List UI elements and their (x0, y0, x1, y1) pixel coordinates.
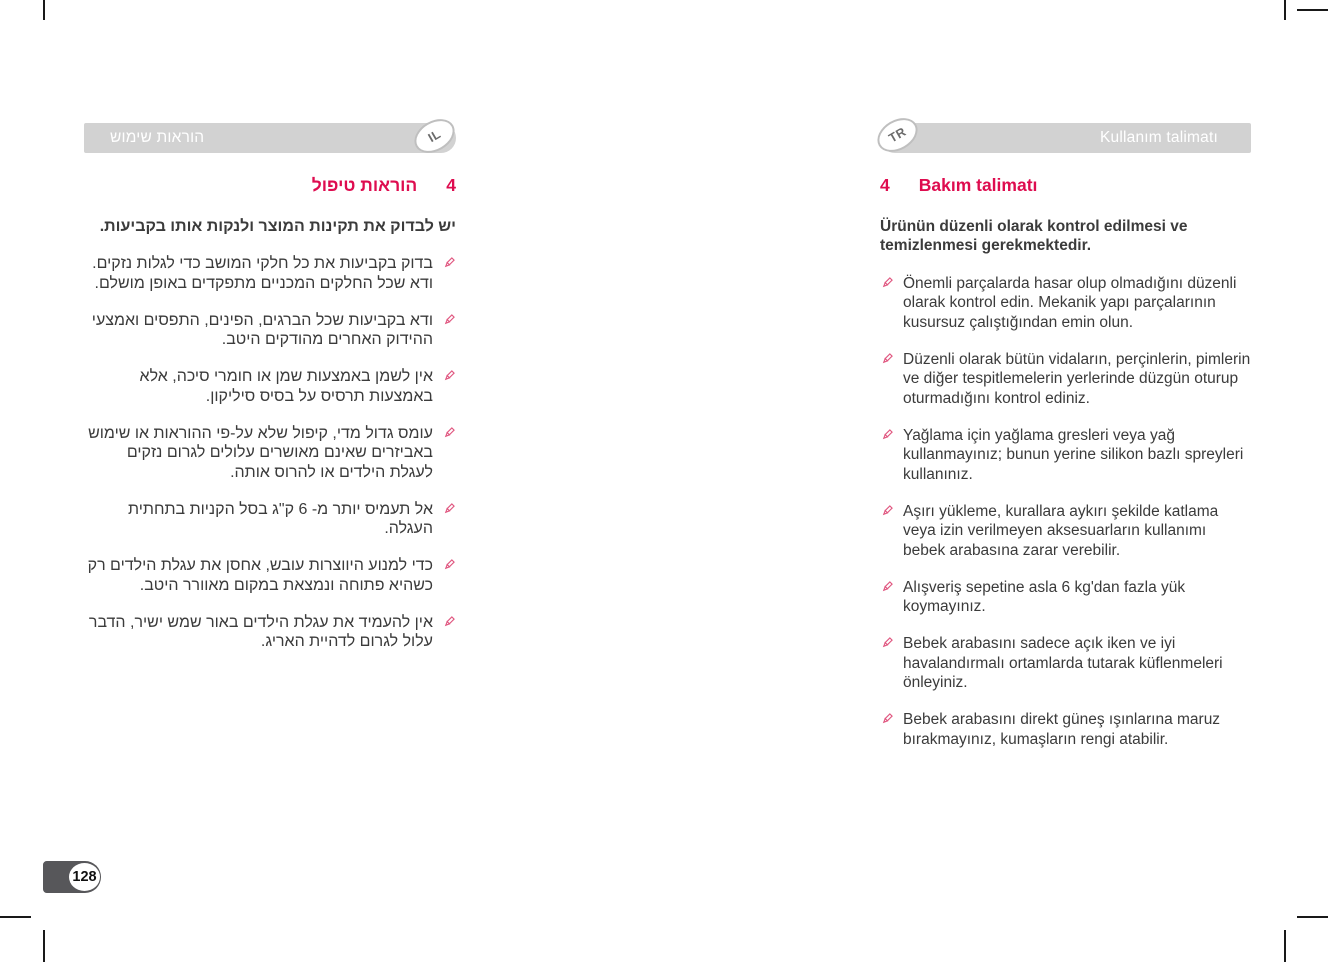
pencil-bullet-icon (442, 615, 456, 629)
list-item (84, 254, 456, 293)
list-item (84, 556, 456, 595)
bullet-text: ודא בקביעות שכל הברגים, הפינים, התפסים ואמצעי ההידוק האחרים מהודקים היטב. (91, 311, 433, 348)
pencil-bullet-icon (442, 502, 456, 516)
crop-mark (1297, 916, 1328, 918)
pencil-bullet-icon (442, 426, 456, 440)
list-item (880, 350, 1252, 409)
hebrew-header-label: הוראות שימוש (110, 129, 205, 146)
hebrew-bullet-list (84, 254, 456, 652)
pencil-bullet-icon (880, 580, 894, 594)
list-item (84, 500, 456, 539)
list-item (880, 502, 1252, 561)
bullet-text: Önemli parçalarda hasar olup olmadığını düzenli olarak kontrol edin. Mekanik yapı parçalarının kusursuz çalıştığından emin olun. (903, 274, 1237, 331)
bullet-text: Yağlama için yağlama gresleri veya yağ kullanmayınız; bunun yerine silikon bazlı spreyleri kullanınız. (903, 426, 1244, 483)
bullet-text: אין להעמיד את עגלת הילדים באור שמש ישיר, הדבר עלול לגרום לדהיית האריג. (88, 613, 433, 650)
list-item (84, 311, 456, 350)
bullet-text: Bebek arabasını sadece açık iken ve iyi havalandırmalı ortamlarda tutarak küflenmeleri önleyiniz. (903, 635, 1223, 691)
list-item (84, 424, 456, 483)
bullet-text: Düzenli olarak bütün vidaların, perçinlerin, pimlerin ve diğer tespitlemelerin yerlerinde düzgün oturup oturmadığını kontrol ediniz. (903, 350, 1251, 407)
pencil-bullet-icon (880, 276, 894, 290)
list-item (880, 578, 1252, 617)
hebrew-section-heading (84, 176, 456, 196)
turkish-bullet-list (880, 274, 1252, 750)
hebrew-column (84, 176, 456, 669)
page-number-badge (43, 861, 101, 893)
turkish-header-bar (880, 123, 1251, 153)
crop-mark (43, 0, 45, 20)
pencil-bullet-icon (880, 636, 894, 650)
page-number: 128 (69, 863, 100, 891)
list-item (880, 274, 1252, 333)
country-badge-il-label: IL (425, 126, 444, 146)
list-item (880, 710, 1252, 749)
crop-mark (1284, 930, 1286, 962)
list-item (880, 426, 1252, 485)
pencil-bullet-icon (880, 712, 894, 726)
turkish-section-title: Bakım talimatı (918, 175, 1038, 195)
bullet-text: Bebek arabasını direkt güneş ışınlarına maruz bırakmayınız, kumaşların rengi atabilir. (903, 711, 1221, 748)
turkish-section-number: 4 (880, 175, 890, 195)
bullet-text: Aşırı yükleme, kurallara aykırı şekilde katlama veya izin verilmeyen aksesuarların kullanımı bebek arabasına zarar verebilir. (903, 502, 1219, 559)
crop-mark (1297, 9, 1328, 11)
bullet-text: אין לשמן באמצעות שמן או חומרי סיכה, אלא באמצעות תרסיס על בסיס סיליקון. (139, 368, 433, 405)
pencil-bullet-icon (880, 428, 894, 442)
bullet-text: עומס גדול מדי, קיפול שלא על-פי ההוראות או שימוש באביזרים שאינם מאושרים עלולים לגרום נזקים לעגלת הילדים או להרוס אותה. (88, 424, 433, 481)
hebrew-section-number: 4 (446, 175, 456, 195)
pencil-bullet-icon (442, 256, 456, 270)
bullet-text: בדוק בקביעות את כל חלקי המושב כדי לגלות נזקים. ודא שכל החלקים המכניים מתפקדים באופן מושלם. (92, 255, 433, 292)
country-badge-tr-label: TR (886, 124, 909, 146)
pencil-bullet-icon (442, 558, 456, 572)
bullet-text: כדי למנוע היווצרות עובש, אחסן את עגלת הילדים רק כשהיא פתוחה ונמצאת במקום מאוורר היטב. (87, 557, 433, 594)
bullet-text: Alışveriş sepetine asla 6 kg'dan fazla yük koymayınız. (903, 578, 1186, 615)
turkish-header-label: Kullanım talimatı (1100, 129, 1218, 146)
pencil-bullet-icon (442, 313, 456, 327)
crop-mark (43, 930, 45, 962)
bullet-text: אל תעמיס יותר מ- 6 ק"ג בסל הקניות בתחתית העגלה. (128, 500, 433, 537)
list-item (84, 367, 456, 406)
hebrew-intro: יש לבדוק את תקינות המוצר ולנקות אותו בקביעות. (99, 217, 456, 235)
crop-mark (1284, 0, 1286, 20)
crop-mark (0, 916, 31, 918)
pencil-bullet-icon (880, 352, 894, 366)
list-item (84, 613, 456, 652)
hebrew-header-bar (84, 123, 456, 153)
pencil-bullet-icon (442, 369, 456, 383)
list-item (880, 634, 1252, 693)
hebrew-section-title: הוראות טיפול (311, 175, 418, 195)
pencil-bullet-icon (880, 504, 894, 518)
turkish-column (880, 176, 1252, 767)
turkish-intro: Ürünün düzenli olarak kontrol edilmesi ve temizlenmesi gerekmektedir. (880, 217, 1188, 254)
turkish-section-heading (880, 176, 1252, 196)
